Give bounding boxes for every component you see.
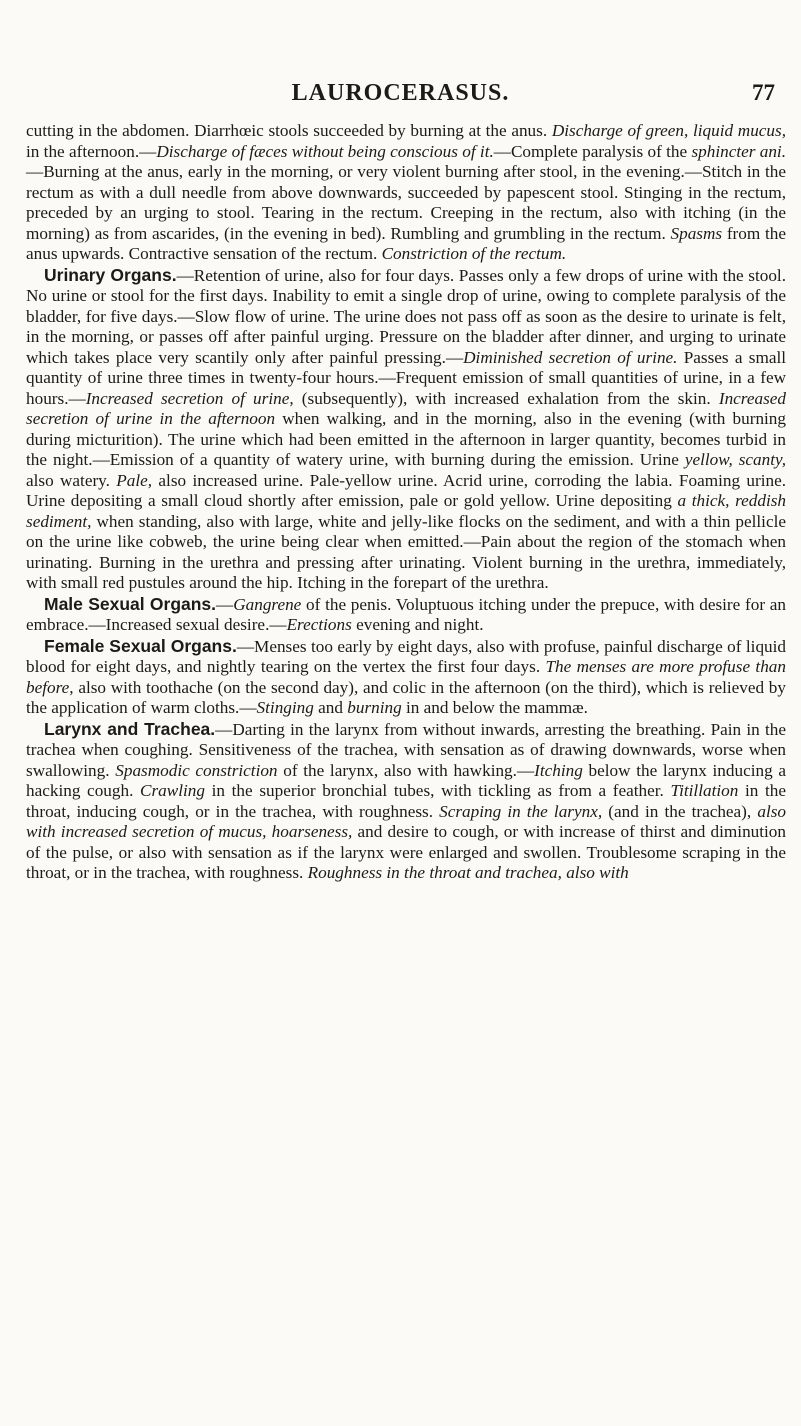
text-run: also increased urine. Pale-yellow urine. Acrid urine, corroding the labia. Foaming urine. Urine depositing a small cloud shortly after emission, pale or gold yellow. Urine depositing (26, 470, 786, 510)
text-run: below the larynx inducing a hacking cough. (26, 760, 786, 800)
italic-text: Increased secretion of urine, (85, 388, 294, 408)
italic-text: sphincter ani. (691, 141, 786, 161)
body-text (26, 121, 786, 884)
text-run: Passes a small quantity of urine three times in twenty-four hours.—Frequent emission of small quantities of urine, in a few hours.— (26, 347, 787, 408)
italic-text: Discharge of fæces without being conscious of it. (156, 141, 494, 161)
text-run: —Menses too early by eight days, also with profuse, painful discharge of liquid blood for eight days, and nightly tearing on the vertex the first four days. (26, 636, 786, 676)
italic-text: Itching (534, 760, 583, 780)
text-run: — (216, 594, 234, 614)
italic-text: Diminished secretion of urine. (463, 347, 678, 367)
paragraph-male-sexual-organs (26, 594, 786, 636)
text-run: also with toothache (on the second day), and colic in the afternoon (on the third), which is relieved by the application of warm cloths.— (26, 677, 786, 717)
section-heading: Female Sexual Organs. (44, 635, 237, 656)
italic-text: Spasms (670, 223, 723, 243)
italic-text: Roughness in the throat and trachea, also with (307, 863, 629, 882)
paragraph-urinary-organs (26, 265, 786, 594)
text-run: cutting in the abdomen. Diarrhœic stools succeeded by burning at the anus. (26, 121, 552, 140)
text-run: —Darting in the larynx from without inwards, arresting the breathing. Pain in the trachea when coughing. Sensitiveness of the trachea, with sensation as of drawing downwards, worse when swallowing. (26, 719, 786, 780)
paragraph-larynx-trachea (26, 719, 786, 884)
text-run: of the larynx, also with hawking.— (277, 760, 535, 780)
italic-text: Discharge of green, liquid mucus, (551, 121, 786, 140)
italic-text: Spasmodic constriction (115, 760, 278, 780)
text-run: from the anus upwards. Contractive sensation of the rectum. (26, 223, 786, 263)
text-run: evening and night. (351, 615, 484, 634)
section-heading: Male Sexual Organs. (44, 593, 217, 614)
text-run: when standing, also with large, white and jelly-like flocks on the sediment, and with a thin pellicle on the urine like cobweb, the urine being clear when emitted.—Pain about the region of the stomach when urinating. Burning in the urethra and pressing after urinating. Violent burning in the urethra, immediately, with small red pustules around the hip. Itching in the forepart of the urethra. (26, 511, 786, 592)
text-run: and desire to cough, or with increase of thirst and diminution of the pulse, or also with sensation as if the larynx were enlarged and swollen. Troublesome scraping in the throat, or in the trachea, with roughness. (26, 822, 786, 882)
text-run: —Retention of urine, also for four days. Passes only a few drops of urine with the stool. No urine or stool for the first days. Inability to emit a single drop of urine, owing to complete paralysis of the bladder, for five days.—Slow flow of urine. The urine does not pass off as soon as the desire to urinate is felt, in the morning, or passes off after painful urging. Pressure on the bladder after dinner, and urging to urinate which takes place very scantily only after painful pressing.— (26, 265, 786, 367)
text-run: when walking, and in the morning, also in the evening (with burning during micturition). The urine which had been emitted in the afternoon in larger quantity, becomes turbid in the night.—Emission of a quantity of watery urine, with burning during the emission. Urine (26, 409, 786, 469)
italic-text: Constriction of the rectum. (381, 244, 567, 263)
text-run: —Burning at the anus, early in the morning, or very violent burning after stool, in the evening.—Stitch in the rectum as with a dull needle from above downwards, succeeded by papescent stool. Stinging in the rectum, preceded by an urging to stool. Tearing in the rectum. Creeping in the rectum, also with itching (in the morning) as from ascarides, (in the evening in bed). Rumbling and grumbling in the rectum. (26, 162, 786, 243)
section-heading: Urinary Organs. (44, 264, 177, 285)
italic-text: also with increased secretion of mucus, hoarseness, (26, 801, 786, 841)
italic-text: Stinging (256, 698, 314, 717)
text-run: (subsequently), with increased exhalation from the skin. (293, 388, 719, 408)
italic-text: a thick, reddish sediment, (26, 491, 786, 531)
text-run: of the penis. Voluptuous itching under the prepuce, with desire for an embrace.—Increased sexual desire.— (26, 594, 786, 634)
text-run: and (313, 698, 348, 717)
paragraph-female-sexual-organs (26, 636, 786, 719)
italic-text: Gangrene (233, 594, 302, 614)
paragraph-abdomen-rectum (26, 121, 786, 265)
section-heading: Larynx and Trachea. (44, 718, 216, 739)
text-run: in the afternoon.— (26, 141, 157, 161)
italic-text: Increased secretion of urine in the afternoon (26, 388, 786, 428)
italic-text: Titillation (670, 781, 739, 800)
italic-text: Scraping in the larynx, (439, 801, 603, 821)
running-title: LAUROCERASUS. (291, 80, 510, 106)
page-number: 77 (752, 80, 775, 105)
text-run: also watery. (26, 470, 117, 490)
italic-text: burning (347, 698, 402, 717)
italic-text: Crawling (140, 781, 205, 800)
page-header (0, 80, 801, 114)
text-run: in the superior bronchial tubes, with tickling as from a feather. (204, 781, 671, 800)
text-run: (and in the trachea), (602, 801, 758, 821)
italic-text: Pale, (116, 470, 153, 490)
italic-text: The menses are more profuse than before, (26, 657, 786, 697)
italic-text: Erections (286, 615, 352, 634)
text-run: in and below the mammæ. (401, 698, 588, 717)
text-run: —Complete paralysis of the (493, 141, 692, 161)
text-run: in the throat, inducing cough, or in the trachea, with roughness. (26, 781, 786, 821)
italic-text: yellow, scanty, (684, 450, 786, 469)
